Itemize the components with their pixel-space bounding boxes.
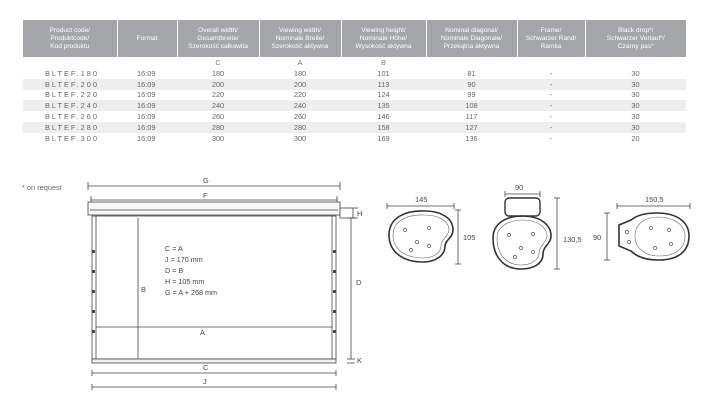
profile-3-width: 150,5 [645, 195, 664, 204]
dim-label-b: B [141, 285, 146, 294]
cell-product-code: BLTEF.200 [23, 79, 117, 90]
cell-frame: - [517, 122, 585, 133]
cell-black-drop: 30 [585, 90, 686, 101]
dim-label-d: D [356, 278, 362, 287]
cell-viewing-width: 280 [259, 122, 341, 133]
profile-1-width: 145 [415, 195, 428, 204]
dim-label-g: G [203, 176, 209, 185]
profile-3 [593, 195, 690, 260]
cell-viewing-width: 200 [259, 79, 341, 90]
cell-viewing-width: 220 [259, 90, 341, 101]
footnote: * on request [22, 183, 62, 192]
dimension-letter: C [215, 58, 221, 67]
cell-viewing-width: 180 [259, 68, 341, 79]
cell-frame: - [517, 133, 585, 144]
cell-viewing-width: 300 [259, 133, 341, 144]
cell-product-code: BLTEF.180 [23, 68, 117, 79]
profile-1 [387, 195, 475, 264]
screen-dimension-drawing [0, 170, 370, 402]
dimension-letter [517, 57, 585, 68]
formula-line: G = A + 268 mm [165, 288, 217, 297]
dimension-letter-row [23, 57, 686, 68]
profile-3-height: 90 [593, 233, 602, 242]
cell-overall-width: 240 [177, 100, 259, 111]
dimension-letter [117, 57, 177, 68]
cell-black-drop: 30 [585, 100, 686, 111]
header-viewing-height: Viewing height/ Nominale Höhe/ Wysokość aktywna [341, 20, 426, 57]
cell-product-code: BLTEF.240 [23, 100, 117, 111]
cell-black-drop: 20 [585, 133, 686, 144]
profile-2 [493, 183, 582, 269]
cell-nominal-diagonal: 117 [426, 111, 517, 122]
dim-label-h: H [357, 209, 363, 218]
cell-overall-width: 180 [177, 68, 259, 79]
formula-line: H = 105 mm [165, 277, 205, 286]
table-row [23, 100, 686, 111]
cell-black-drop: 30 [585, 68, 686, 79]
profile-2-height: 130,5 [563, 235, 582, 244]
cell-black-drop: 30 [585, 79, 686, 90]
cell-black-drop: 30 [585, 122, 686, 133]
dimension-letter [23, 57, 117, 68]
table-row [23, 90, 686, 101]
cell-overall-width: 220 [177, 90, 259, 101]
cell-format: 16:09 [117, 100, 177, 111]
cell-format: 16:09 [117, 79, 177, 90]
cell-nominal-diagonal: 99 [426, 90, 517, 101]
cell-viewing-height: 113 [341, 79, 426, 90]
formula-line: J = 170 mm [165, 255, 203, 264]
header-frame: Frame/ Schwarzer Rand/ Ramka [517, 20, 585, 57]
cell-format: 16:09 [117, 133, 177, 144]
header-viewing-width: Viewing width/ Nominale Breite/ Szerokość aktywna [259, 20, 341, 57]
header-black-drop: Black drop*/ Schwarzer Verlauf*/ Czarny pas* [585, 20, 686, 57]
cell-overall-width: 260 [177, 111, 259, 122]
cell-overall-width: 300 [177, 133, 259, 144]
cell-black-drop: 30 [585, 111, 686, 122]
cell-frame: - [517, 79, 585, 90]
formula-line: C = A [165, 244, 183, 253]
cell-frame: - [517, 90, 585, 101]
table-row [23, 133, 686, 144]
dimension-letter [426, 57, 517, 68]
cell-nominal-diagonal: 127 [426, 122, 517, 133]
dimension-letter: B [381, 58, 386, 67]
cell-frame: - [517, 111, 585, 122]
dim-label-k: K [357, 356, 362, 365]
formula-line: D = B [165, 266, 184, 275]
table-row [23, 122, 686, 133]
table-header-row [23, 20, 686, 57]
dim-label-c: C [203, 363, 209, 372]
dimension-letter [585, 57, 686, 68]
cell-nominal-diagonal: 136 [426, 133, 517, 144]
cell-viewing-height: 146 [341, 111, 426, 122]
cell-overall-width: 200 [177, 79, 259, 90]
cell-format: 16:09 [117, 68, 177, 79]
header-overall-width: Overall width/ Gesamtbreite/ Szerokość całkowita [177, 20, 259, 57]
dim-label-a: A [200, 328, 205, 337]
header-format: Format [117, 20, 177, 57]
cell-viewing-height: 101 [341, 68, 426, 79]
cell-format: 16:09 [117, 122, 177, 133]
cell-viewing-height: 158 [341, 122, 426, 133]
cell-viewing-width: 260 [259, 111, 341, 122]
cell-viewing-height: 124 [341, 90, 426, 101]
profile-2-width: 90 [515, 183, 524, 192]
cell-nominal-diagonal: 108 [426, 100, 517, 111]
cell-product-code: BLTEF.220 [23, 90, 117, 101]
cell-nominal-diagonal: 81 [426, 68, 517, 79]
profile-1-height: 105 [463, 233, 476, 242]
cell-product-code: BLTEF.260 [23, 111, 117, 122]
header-product-code: Product code/ Produktcode/ Kod produktu [23, 20, 117, 57]
cell-product-code: BLTEF.280 [23, 122, 117, 133]
cell-format: 16:09 [117, 111, 177, 122]
cell-viewing-height: 135 [341, 100, 426, 111]
cell-nominal-diagonal: 90 [426, 79, 517, 90]
spec-table [23, 20, 686, 144]
housing-profiles [375, 180, 705, 275]
table-row [23, 111, 686, 122]
cell-viewing-width: 240 [259, 100, 341, 111]
cell-viewing-height: 169 [341, 133, 426, 144]
cell-frame: - [517, 68, 585, 79]
cell-product-code: BLTEF.300 [23, 133, 117, 144]
header-nominal-diagonal: Nominal diagonal/ Nominale Diagonale/ Przekątna aktywna [426, 20, 517, 57]
table-row [23, 79, 686, 90]
dim-label-f: F [203, 191, 208, 200]
cell-frame: - [517, 100, 585, 111]
table-row [23, 68, 686, 79]
dim-label-j: J [203, 377, 207, 386]
cell-overall-width: 280 [177, 122, 259, 133]
cell-format: 16:09 [117, 90, 177, 101]
dimension-letter: A [297, 58, 303, 67]
